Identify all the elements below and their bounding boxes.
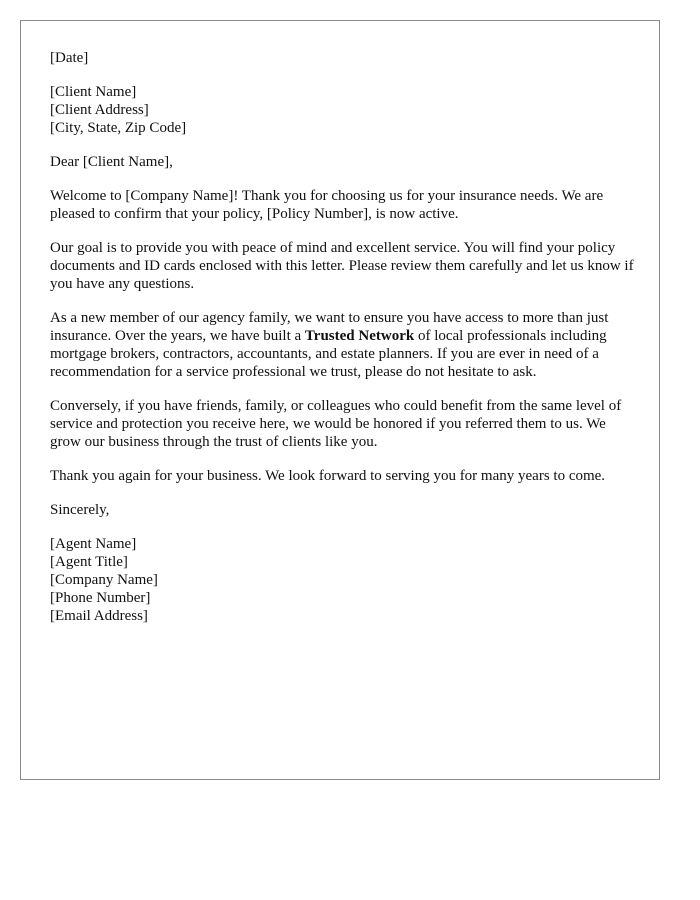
paragraph-goal: Our goal is to provide you with peace of mind and excellent service. You will find your policy documents and ID cards enclosed with this letter. Please review them carefully and let us know if you have any questions. <box>50 240 634 292</box>
signature-block <box>50 535 634 625</box>
letter-page <box>20 20 660 780</box>
signature-phone: [Phone Number] <box>50 590 151 606</box>
closing: Sincerely, <box>50 502 110 518</box>
recipient-city-state-zip: [City, State, Zip Code] <box>50 120 187 136</box>
network-text-before: As a new member of our agency family, we want to ensure you have access to more than just insurance. Over the years, we have built a <box>50 310 609 344</box>
letter-body <box>50 49 634 641</box>
letter-date: [Date] <box>50 50 89 66</box>
paragraph-welcome: Welcome to [Company Name]! Thank you for choosing us for your insurance needs. We are pleased to confirm that your policy, [Policy Number], is now active. <box>50 188 604 222</box>
paragraph-network <box>50 309 634 381</box>
signature-company-name: [Company Name] <box>50 572 158 588</box>
recipient-name: [Client Name] <box>50 84 137 100</box>
recipient-address: [Client Address] <box>50 102 149 118</box>
agent-title: [Agent Title] <box>50 554 128 570</box>
paragraph-thanks: Thank you again for your business. We look forward to serving you for many years to come. <box>50 468 606 484</box>
network-text-after: of local professionals including mortgage brokers, contractors, accountants, and estate planners. If you are ever in need of a recommendation for a service professional we trust, please do not hesitate to ask. <box>50 328 607 380</box>
paragraph-referral: Conversely, if you have friends, family, or colleagues who could benefit from the same level of service and protection you receive here, we would be honored if you referred them to us. We grow our business through the trust of clients like you. <box>50 398 622 450</box>
recipient-block <box>50 83 634 137</box>
signature-email: [Email Address] <box>50 608 148 624</box>
trusted-network-emphasis: Trusted Network <box>304 328 415 344</box>
salutation: Dear [Client Name], <box>50 154 173 170</box>
agent-name: [Agent Name] <box>50 536 137 552</box>
